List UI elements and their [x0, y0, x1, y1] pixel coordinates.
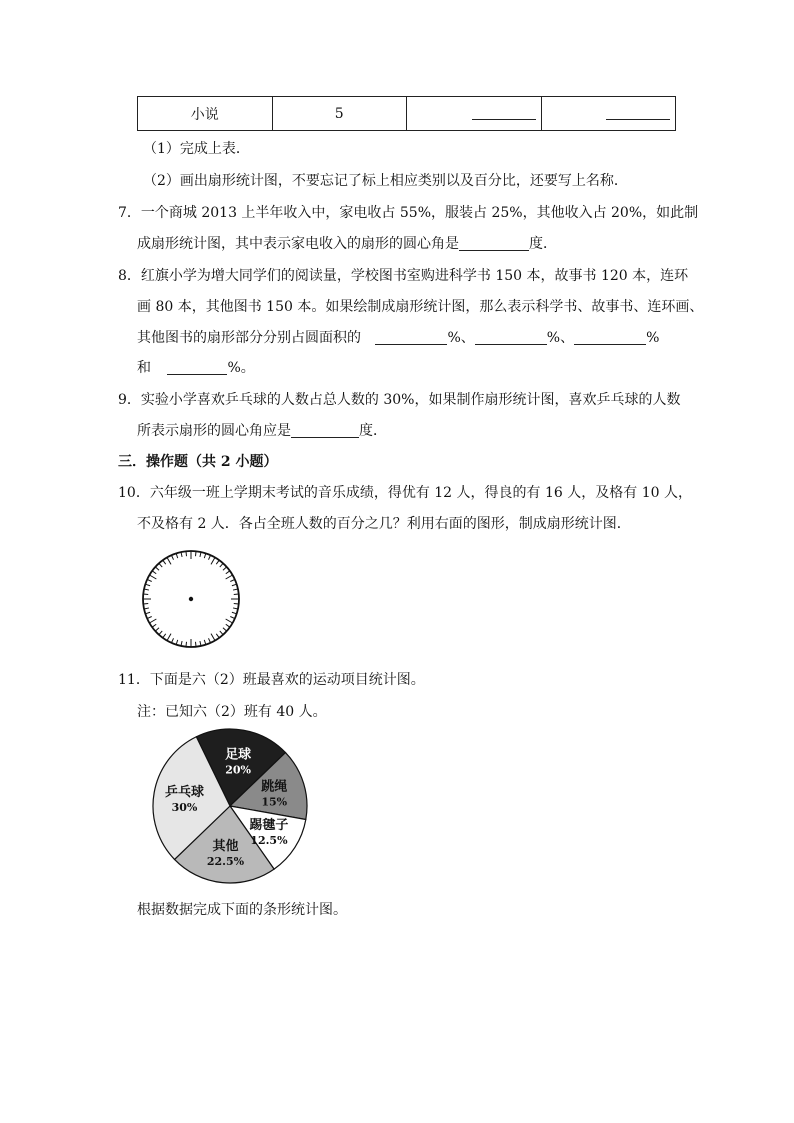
pie-value-jump-rope: 15% [261, 795, 288, 809]
q8-line2: 画 80 本，其他图书 150 本。如果绘制成扇形统计图，那么表示科学书、故事书、连环画、 [137, 299, 704, 315]
pie-value-table-tennis: 30% [171, 800, 198, 814]
table-cell-blank[interactable] [541, 97, 676, 131]
q6-sub2: （2）画出扇形统计图，不要忘记了标上相应类别以及百分比，还要写上名称． [143, 173, 628, 189]
dial-tick [211, 634, 215, 641]
q10-line2: 不及格有 2 人．各占全班人数的百分之几？利用右面的图形，制成扇形统计图． [137, 516, 631, 532]
pie-value-shuttlecock: 12.5% [250, 833, 288, 847]
table-cell-count: 5 [272, 97, 407, 131]
q10-line1: 10．六年级一班上学期末考试的音乐成绩，得优有 12 人，得良的有 16 人，及格有 10 人， [118, 485, 692, 501]
dial-tick [167, 557, 171, 564]
answer-blank[interactable] [459, 236, 529, 251]
answer-blank[interactable] [472, 103, 536, 120]
table-cell-blank[interactable] [407, 97, 542, 131]
dial-tick [226, 619, 233, 623]
q7-unit: 度． [529, 236, 557, 252]
dial-center-dot [189, 597, 193, 601]
dial-tick [167, 634, 171, 641]
q11-line1: 11．下面是六（2）班最喜欢的运动项目统计图。 [118, 672, 425, 688]
q6-sub1: （1）完成上表． [143, 141, 250, 157]
pie-label-table-tennis: 乒乓球 [165, 784, 205, 800]
q9-text: 所表示扇形的圆心角应是 [137, 423, 291, 439]
q7-text: 成扇形统计图，其中表示家电收入的扇形的圆心角是 [137, 236, 459, 252]
q8-and: 和 [137, 360, 151, 376]
pie-label-jump-rope: 跳绳 [261, 779, 288, 795]
q8-text: 其他图书的扇形部分分别占圆面积的 [137, 330, 361, 346]
q7-line2 [137, 233, 557, 253]
q8-pct: %。 [227, 360, 255, 376]
answer-blank[interactable] [606, 103, 670, 120]
pie-label-other: 其他 [212, 838, 239, 854]
data-table [137, 96, 676, 131]
pie-label-football: 足球 [225, 747, 252, 763]
section-heading: 三．操作题（共 2 小题） [118, 454, 278, 470]
pie-label-shuttlecock: 踢毽子 [249, 817, 289, 833]
q8-pct: %、 [447, 330, 475, 346]
q8-line4 [137, 357, 255, 377]
q8-line3 [137, 327, 659, 347]
q9-line1: 9．实验小学喜欢乒乓球的人数占总人数的 30%，如果制作扇形统计图，喜欢乒乓球的人数 [118, 392, 681, 408]
q11-note: 注：已知六（2）班有 40 人。 [137, 704, 327, 720]
dial-tick [211, 557, 215, 564]
q9-unit: 度． [359, 423, 387, 439]
q8-line1: 8．红旗小学为增大同学们的阅读量，学校图书室购进科学书 150 本，故事书 120 本，连环 [118, 268, 689, 284]
blank-pie-circle[interactable] [138, 548, 244, 654]
q7-line1: 7．一个商城 2013 上半年收入中，家电收占 55%，服装占 25%，其他收入占 20%，如此制 [118, 205, 699, 221]
q8-pct: % [646, 330, 660, 346]
dial-tick [226, 575, 233, 579]
q11-footer: 根据数据完成下面的条形统计图。 [137, 902, 347, 918]
dial-tick [149, 619, 156, 623]
answer-blank[interactable] [375, 330, 447, 345]
pie-value-football: 20% [225, 763, 251, 777]
answer-blank[interactable] [574, 330, 646, 345]
q9-line2 [137, 420, 387, 440]
answer-blank[interactable] [291, 423, 359, 438]
sports-pie-chart [145, 726, 315, 888]
pie-value-other: 22.5% [206, 854, 245, 868]
table-row [138, 97, 676, 131]
q8-pct: %、 [546, 330, 575, 346]
answer-blank[interactable] [475, 330, 547, 345]
table-cell-category: 小说 [138, 97, 273, 131]
dial-tick [149, 575, 156, 579]
answer-blank[interactable] [167, 360, 227, 375]
